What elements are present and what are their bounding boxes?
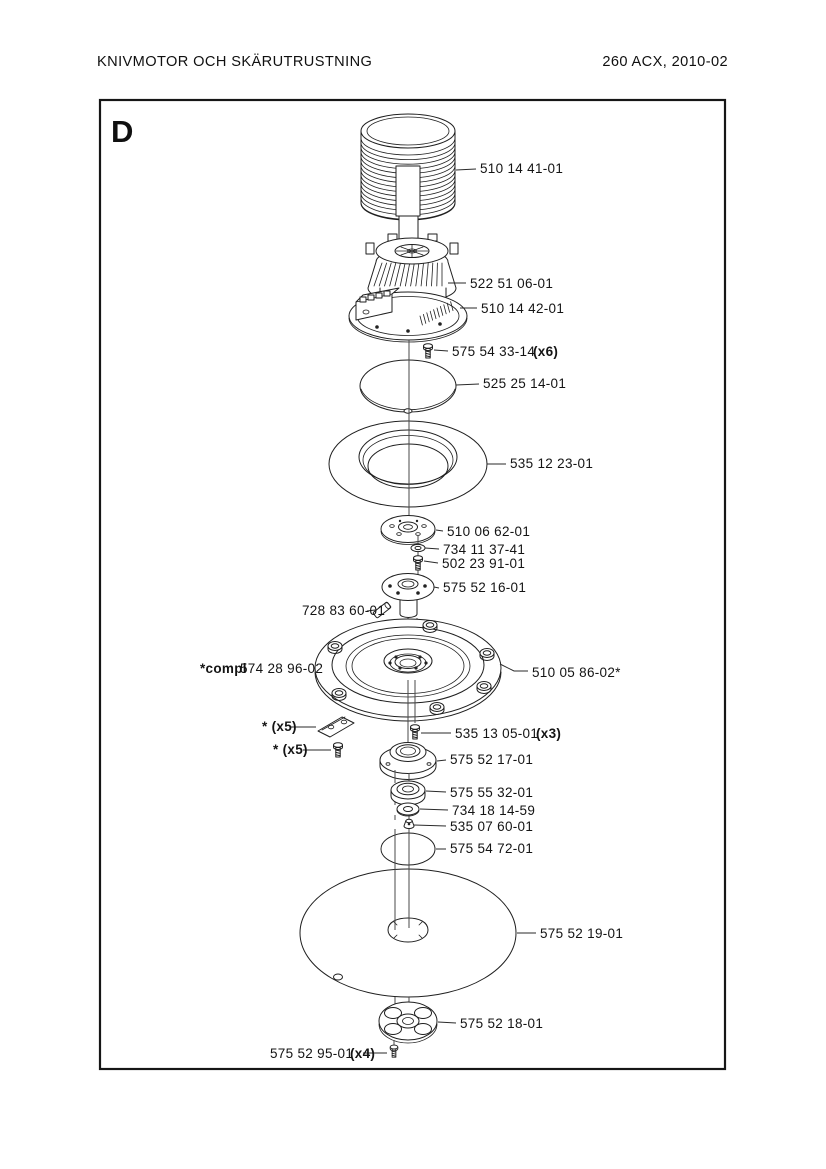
label-base-screw: 575 54 33-14 xyxy=(452,344,536,359)
page-title: KNIVMOTOR OCH SKÄRUTRUSTNING xyxy=(97,54,373,70)
label-center-screw: 502 23 91-01 xyxy=(442,556,526,571)
section-letter: D xyxy=(111,114,134,149)
part-hub-washer xyxy=(381,516,435,545)
label-motor-cover: 510 14 41-01 xyxy=(480,161,564,176)
label-friction-disc: 575 54 72-01 xyxy=(450,841,534,856)
label-blade-note-1: * (x5) xyxy=(262,719,297,734)
label-bearing: 575 55 32-01 xyxy=(450,785,534,800)
part-base-screw xyxy=(424,344,433,358)
part-friction-disc xyxy=(381,833,435,865)
part-blade-screw xyxy=(334,743,343,757)
label-lock-washer: 734 11 37-41 xyxy=(443,542,526,557)
part-lock-nut xyxy=(404,819,414,828)
label-seal-disc: 525 25 14-01 xyxy=(483,376,567,391)
label-blade-flange: 575 52 16-01 xyxy=(443,580,527,595)
fan-star-icon xyxy=(396,245,428,257)
label-blade-disc: 510 05 86-02* xyxy=(532,665,621,680)
part-hub-screw xyxy=(390,1045,398,1057)
part-blade-flange xyxy=(382,574,434,618)
part-seal-ring xyxy=(329,421,487,507)
part-lock-washer xyxy=(411,544,425,551)
label-compl-number: 574 28 96-02 xyxy=(240,661,324,676)
part-motor-cover xyxy=(361,114,455,240)
part-washer xyxy=(397,803,419,816)
label-compl-prefix: *compl xyxy=(200,661,247,676)
part-bottom-hub xyxy=(379,1002,437,1043)
label-bottom-hub: 575 52 18-01 xyxy=(460,1016,544,1031)
label-blade-note-2: * (x5) xyxy=(273,742,308,757)
part-pulley xyxy=(380,743,436,780)
label-washer: 734 18 14-59 xyxy=(452,803,536,818)
label-base-screw-qty: (x6) xyxy=(533,344,559,359)
label-motor-base: 510 14 42-01 xyxy=(481,301,565,316)
part-bearing xyxy=(391,781,425,805)
doc-reference: 260 ACX, 2010-02 xyxy=(602,54,728,70)
label-skid-disc: 575 52 19-01 xyxy=(540,926,624,941)
part-motor-base-plate xyxy=(349,288,467,342)
label-disc-screw-qty: (x3) xyxy=(536,726,562,741)
part-skid-disc xyxy=(300,869,516,997)
part-disc-screw xyxy=(411,725,420,739)
part-knife-blade xyxy=(318,717,354,737)
label-disc-screw: 535 13 05-01 xyxy=(455,726,539,741)
label-knife-motor: 522 51 06-01 xyxy=(470,276,554,291)
part-seal-disc xyxy=(360,360,456,413)
label-hub-washer: 510 06 62-01 xyxy=(447,524,531,539)
label-hub-screw: 575 52 95-01 xyxy=(270,1046,354,1061)
label-pin: 728 83 60-01 xyxy=(302,603,386,618)
label-lock-nut: 535 07 60-01 xyxy=(450,819,534,834)
label-pulley: 575 52 17-01 xyxy=(450,752,534,767)
part-center-screw xyxy=(414,556,423,570)
label-seal-ring: 535 12 23-01 xyxy=(510,456,594,471)
label-hub-screw-qty: (x4) xyxy=(350,1046,376,1061)
